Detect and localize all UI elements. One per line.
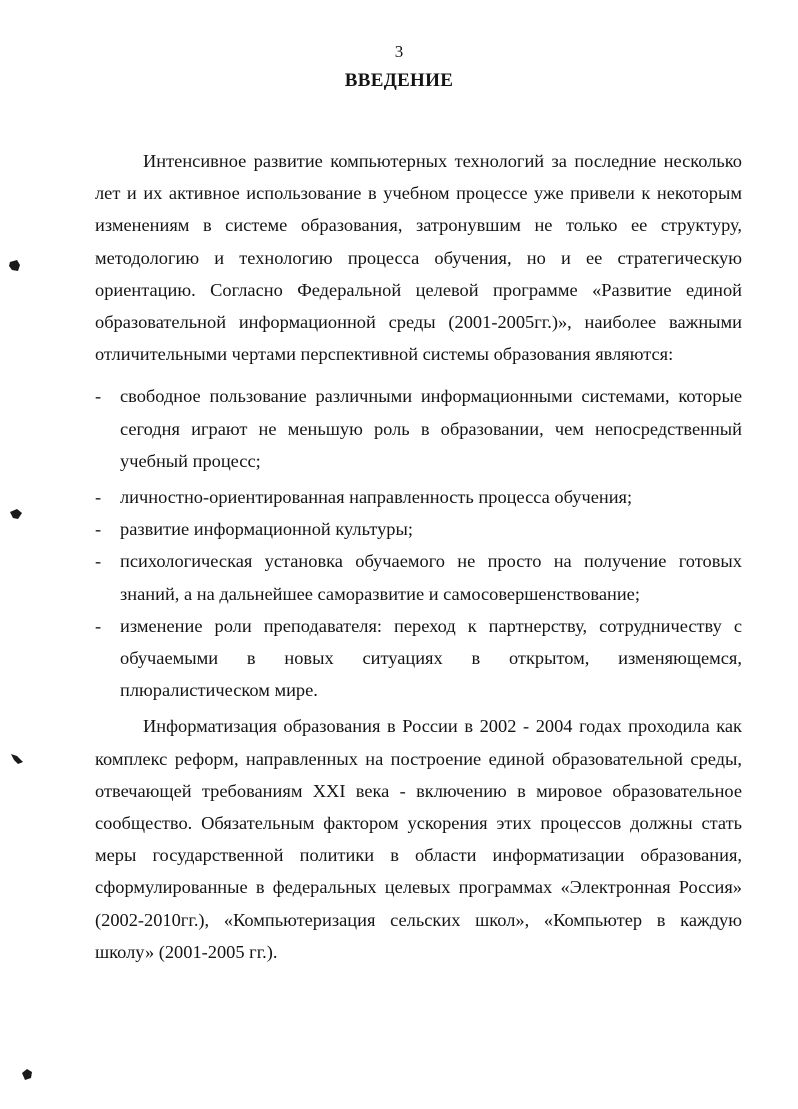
page-number: 3 — [394, 42, 404, 61]
second-paragraph: Информатизация образования в России в 2002 - 2004 годах проходила как комплекс реформ, направленных на построение единой образовательной среды, отвечающей требованиям XXI века - включению в мировое образовательное сообщество. Обязательным фактором ускорения этих процессов должны стать меры государственной политики в области информатизации образования, сформулированные в федеральных целевых программах «Электронная Россия» (2002-2010гг.), «Компьютеризация сельских школ», «Компьютер в каждую школу» (2001-2005 гг.). — [95, 716, 742, 962]
list-dash: - — [95, 519, 102, 540]
list-item — [95, 380, 742, 477]
list-item — [95, 513, 742, 545]
list-item — [95, 545, 742, 609]
scan-mark-icon — [10, 752, 24, 766]
list-item-text: свободное пользование различными информационными системами, которые сегодня играют не меньшую роль в образовании, чем непосредственный учебный процесс; — [120, 386, 742, 471]
list-dash: - — [95, 615, 102, 636]
scan-mark-icon — [20, 1068, 34, 1082]
list-dash: - — [95, 386, 102, 407]
list-dash: - — [95, 551, 102, 572]
list-dash: - — [95, 487, 102, 508]
list-item — [95, 610, 742, 707]
scan-mark-icon — [8, 259, 22, 273]
document-body — [95, 145, 742, 968]
list-item-text: психологическая установка обучаемого не просто на получение готовых знаний, а на дальнейшее саморазвитие и самосовершенствование; — [120, 551, 742, 604]
scan-mark-icon — [9, 508, 23, 522]
intro-paragraph: Интенсивное развитие компьютерных технологий за последние несколько лет и их активное использование в учебном процессе уже привели к некоторым изменениям в системе образования, затронувшим не только ее структуру, методологию и технологию процесса обучения, но и ее стратегическую ориентацию. Согласно Федеральной целевой программе «Развитие единой образовательной информационной среды (2001-2005гг.)», наиболее важными отличительными чертами перспективной системы образования являются: — [95, 151, 742, 365]
section-heading: ВВЕДЕНИЕ — [344, 70, 454, 91]
list-item — [95, 481, 742, 513]
list-item-text: личностно-ориентированная направленность процесса обучения; — [120, 487, 633, 508]
list-item-text: развитие информационной культуры; — [120, 519, 413, 540]
list-item-text: изменение роли преподавателя: переход к партнерству, сотрудничеству с обучаемыми в новых ситуациях в открытом, изменяющемся, плюралистическом мире. — [120, 615, 742, 701]
